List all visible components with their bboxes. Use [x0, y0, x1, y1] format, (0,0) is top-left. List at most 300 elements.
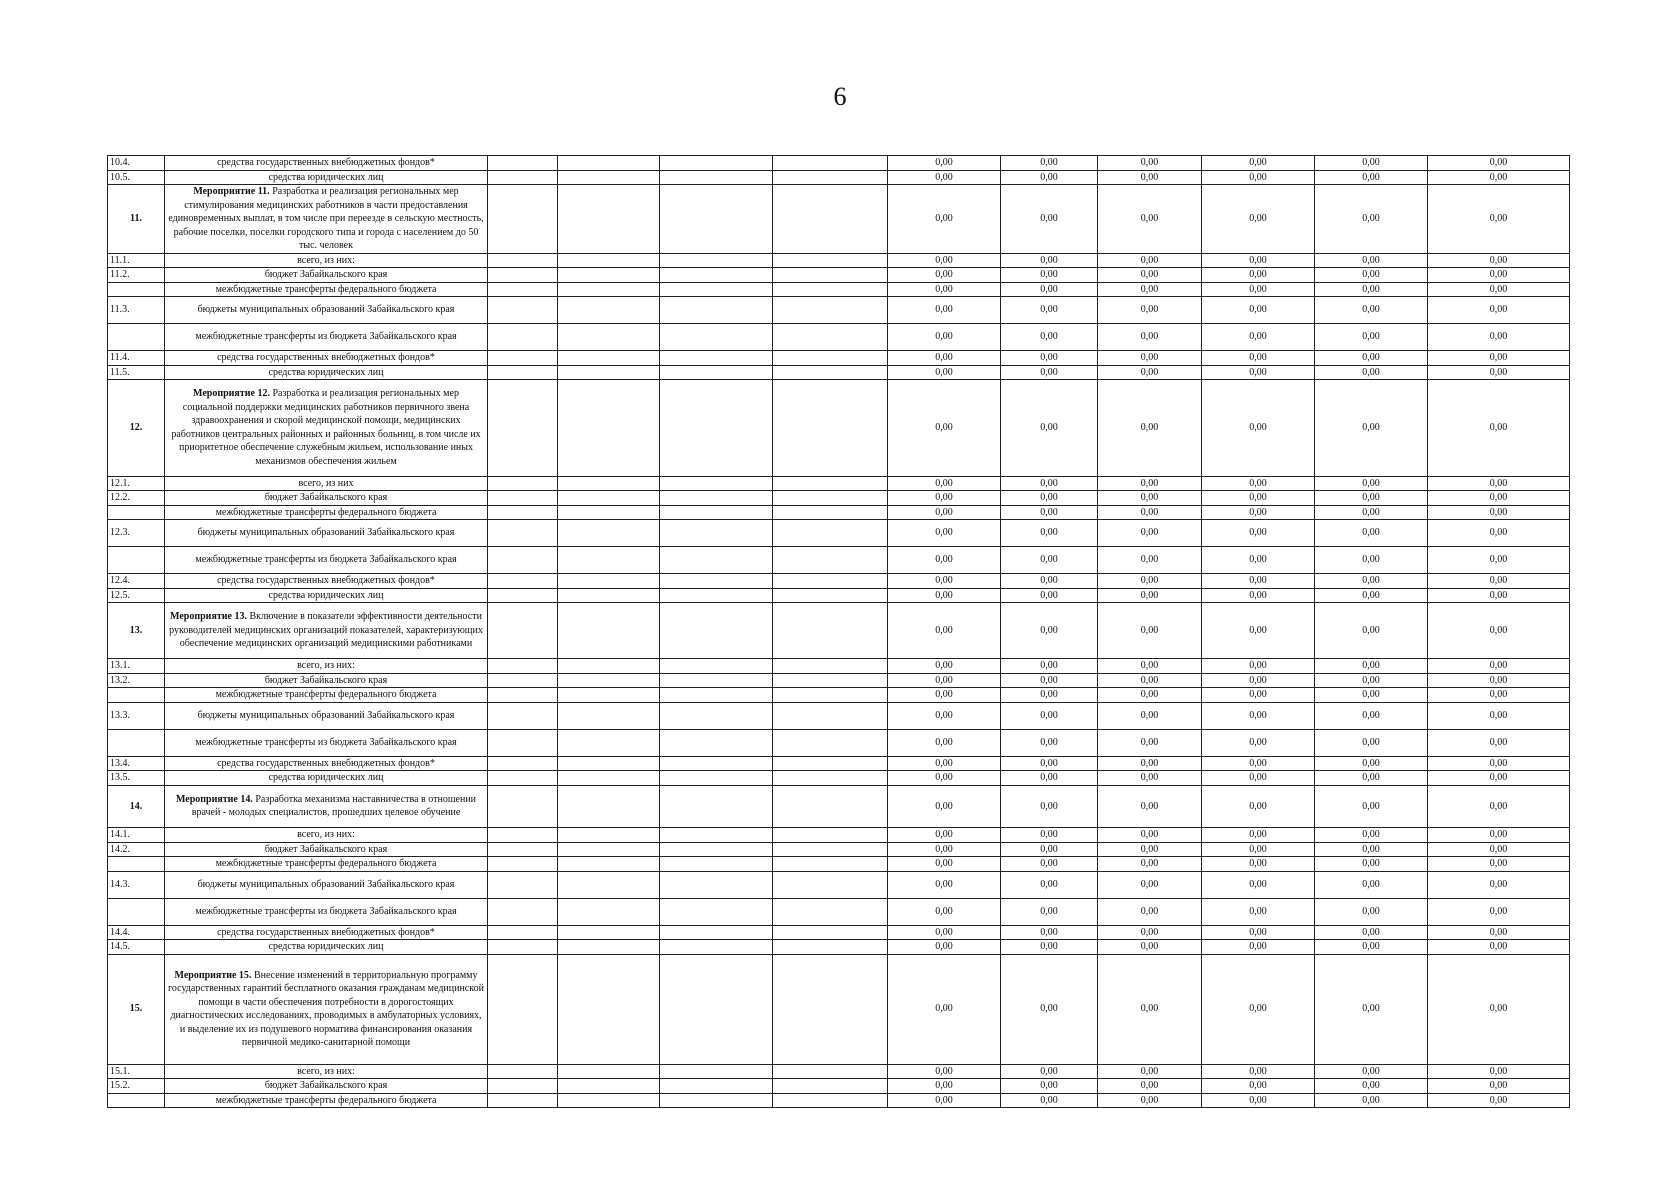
row-name: средства юридических лиц [165, 940, 488, 955]
value-cell: 0,00 [888, 365, 1001, 380]
empty-cell [558, 324, 660, 351]
value-cell: 0,00 [1001, 673, 1098, 688]
empty-cell [488, 702, 558, 729]
empty-cell [773, 1093, 888, 1108]
empty-cell [488, 1064, 558, 1079]
value-cell: 0,00 [1428, 351, 1570, 366]
value-cell: 0,00 [1428, 925, 1570, 940]
value-cell: 0,00 [1202, 297, 1315, 324]
value-cell: 0,00 [1098, 170, 1202, 185]
table-row [108, 842, 1570, 857]
empty-cell [660, 673, 773, 688]
value-cell: 0,00 [1202, 520, 1315, 547]
value-cell: 0,00 [1428, 954, 1570, 1064]
value-cell: 0,00 [1001, 324, 1098, 351]
value-cell: 0,00 [888, 702, 1001, 729]
empty-cell [660, 771, 773, 786]
table-row [108, 828, 1570, 843]
row-number: 10.4. [108, 156, 165, 171]
empty-cell [773, 268, 888, 283]
value-cell: 0,00 [1001, 925, 1098, 940]
value-cell: 0,00 [1428, 588, 1570, 603]
empty-cell [773, 547, 888, 574]
value-cell: 0,00 [888, 185, 1001, 254]
value-cell: 0,00 [1428, 574, 1570, 589]
value-cell: 0,00 [888, 253, 1001, 268]
value-cell: 0,00 [1202, 505, 1315, 520]
empty-cell [773, 659, 888, 674]
table-row [108, 351, 1570, 366]
value-cell: 0,00 [888, 156, 1001, 171]
empty-cell [660, 491, 773, 506]
value-cell: 0,00 [1428, 729, 1570, 756]
value-cell: 0,00 [1098, 898, 1202, 925]
empty-cell [558, 828, 660, 843]
empty-cell [773, 756, 888, 771]
empty-cell [660, 925, 773, 940]
table-row [108, 588, 1570, 603]
value-cell: 0,00 [1315, 253, 1428, 268]
empty-cell [773, 156, 888, 171]
value-cell: 0,00 [888, 659, 1001, 674]
empty-cell [773, 520, 888, 547]
empty-cell [558, 170, 660, 185]
value-cell: 0,00 [1315, 673, 1428, 688]
empty-cell [773, 729, 888, 756]
value-cell: 0,00 [888, 688, 1001, 703]
table-row [108, 871, 1570, 898]
row-name: средства юридических лиц [165, 170, 488, 185]
value-cell: 0,00 [1315, 842, 1428, 857]
value-cell: 0,00 [1428, 1093, 1570, 1108]
value-cell: 0,00 [888, 1093, 1001, 1108]
value-cell: 0,00 [888, 673, 1001, 688]
empty-cell [773, 785, 888, 828]
row-name: бюджет Забайкальского края [165, 491, 488, 506]
value-cell: 0,00 [1001, 505, 1098, 520]
value-cell: 0,00 [888, 476, 1001, 491]
empty-cell [558, 673, 660, 688]
table-row [108, 756, 1570, 771]
event-label: Мероприятие 12. [193, 388, 270, 400]
event-title [165, 954, 488, 1064]
value-cell: 0,00 [1202, 253, 1315, 268]
row-name: межбюджетные трансферты федерального бюджета [165, 857, 488, 872]
table-row [108, 1064, 1570, 1079]
empty-cell [660, 688, 773, 703]
value-cell: 0,00 [1202, 574, 1315, 589]
empty-cell [773, 688, 888, 703]
row-name: бюджет Забайкальского края [165, 268, 488, 283]
table-row [108, 857, 1570, 872]
value-cell: 0,00 [1315, 756, 1428, 771]
value-cell: 0,00 [888, 828, 1001, 843]
table-row [108, 268, 1570, 283]
table-row [108, 297, 1570, 324]
empty-cell [488, 351, 558, 366]
value-cell: 0,00 [888, 520, 1001, 547]
value-cell: 0,00 [1202, 1079, 1315, 1094]
empty-cell [558, 351, 660, 366]
value-cell: 0,00 [1315, 702, 1428, 729]
row-number: 15.2. [108, 1079, 165, 1094]
value-cell: 0,00 [1202, 603, 1315, 659]
value-cell: 0,00 [1202, 324, 1315, 351]
empty-cell [558, 1079, 660, 1094]
value-cell: 0,00 [1315, 351, 1428, 366]
value-cell: 0,00 [1098, 491, 1202, 506]
value-cell: 0,00 [1098, 1093, 1202, 1108]
table-row [108, 673, 1570, 688]
value-cell: 0,00 [1098, 365, 1202, 380]
value-cell: 0,00 [888, 282, 1001, 297]
value-cell: 0,00 [1202, 857, 1315, 872]
value-cell: 0,00 [1428, 380, 1570, 477]
empty-cell [773, 842, 888, 857]
value-cell: 0,00 [1098, 785, 1202, 828]
value-cell: 0,00 [1315, 1079, 1428, 1094]
empty-cell [773, 702, 888, 729]
value-cell: 0,00 [1428, 828, 1570, 843]
empty-cell [488, 324, 558, 351]
empty-cell [558, 785, 660, 828]
empty-cell [558, 588, 660, 603]
table-row [108, 547, 1570, 574]
event-text: Разработка механизма наставничества в отношении врачей - молодых специалистов, прошедших целевое обучение [191, 793, 477, 819]
value-cell: 0,00 [1315, 505, 1428, 520]
empty-cell [773, 324, 888, 351]
value-cell: 0,00 [1315, 771, 1428, 786]
value-cell: 0,00 [1001, 520, 1098, 547]
value-cell: 0,00 [1428, 702, 1570, 729]
empty-cell [660, 170, 773, 185]
empty-cell [773, 505, 888, 520]
empty-cell [488, 842, 558, 857]
empty-cell [558, 898, 660, 925]
value-cell: 0,00 [1202, 185, 1315, 254]
value-cell: 0,00 [1001, 351, 1098, 366]
event-text: Внесение изменений в территориальную программу государственных гарантий бесплатного оказания гражданам медицинской помощи в части обеспечения потребности в дорогостоящих диагностических исследованиях, проводимых в амбулаторных условиях, и выделение их из подушевого норматива финансирования оказания первичной медико-санитарной помощи [168, 969, 484, 1048]
row-number: 14.1. [108, 828, 165, 843]
row-number [108, 688, 165, 703]
empty-cell [488, 185, 558, 254]
event-number: 13. [108, 603, 165, 659]
row-number: 12.5. [108, 588, 165, 603]
value-cell: 0,00 [1315, 324, 1428, 351]
row-number: 11.2. [108, 268, 165, 283]
value-cell: 0,00 [1315, 898, 1428, 925]
empty-cell [660, 520, 773, 547]
empty-cell [660, 756, 773, 771]
empty-cell [660, 659, 773, 674]
value-cell: 0,00 [1001, 702, 1098, 729]
value-cell: 0,00 [888, 898, 1001, 925]
value-cell: 0,00 [1315, 940, 1428, 955]
value-cell: 0,00 [1202, 954, 1315, 1064]
empty-cell [488, 603, 558, 659]
value-cell: 0,00 [1098, 282, 1202, 297]
row-number: 12.4. [108, 574, 165, 589]
value-cell: 0,00 [888, 842, 1001, 857]
empty-cell [558, 476, 660, 491]
empty-cell [660, 253, 773, 268]
empty-cell [558, 574, 660, 589]
table-row [108, 324, 1570, 351]
row-name: бюджеты муниципальных образований Забайкальского края [165, 702, 488, 729]
empty-cell [773, 771, 888, 786]
value-cell: 0,00 [1428, 756, 1570, 771]
empty-cell [488, 156, 558, 171]
table-row [108, 574, 1570, 589]
value-cell: 0,00 [1001, 603, 1098, 659]
value-cell: 0,00 [1098, 688, 1202, 703]
table-row [108, 476, 1570, 491]
empty-cell [660, 785, 773, 828]
empty-cell [660, 1064, 773, 1079]
row-number: 11.3. [108, 297, 165, 324]
value-cell: 0,00 [888, 324, 1001, 351]
empty-cell [558, 380, 660, 477]
event-number: 11. [108, 185, 165, 254]
value-cell: 0,00 [1001, 185, 1098, 254]
table-row [108, 898, 1570, 925]
value-cell: 0,00 [1001, 380, 1098, 477]
event-row [108, 785, 1570, 828]
value-cell: 0,00 [1098, 603, 1202, 659]
empty-cell [558, 297, 660, 324]
empty-cell [660, 1093, 773, 1108]
value-cell: 0,00 [1315, 588, 1428, 603]
row-number: 15.1. [108, 1064, 165, 1079]
empty-cell [660, 297, 773, 324]
value-cell: 0,00 [1428, 603, 1570, 659]
value-cell: 0,00 [888, 785, 1001, 828]
value-cell: 0,00 [1098, 547, 1202, 574]
value-cell: 0,00 [1428, 659, 1570, 674]
event-title [165, 185, 488, 254]
value-cell: 0,00 [1428, 476, 1570, 491]
empty-cell [558, 659, 660, 674]
value-cell: 0,00 [1098, 842, 1202, 857]
table-row [108, 505, 1570, 520]
empty-cell [660, 547, 773, 574]
empty-cell [558, 925, 660, 940]
value-cell: 0,00 [1315, 871, 1428, 898]
value-cell: 0,00 [1001, 729, 1098, 756]
row-name: средства юридических лиц [165, 771, 488, 786]
empty-cell [488, 785, 558, 828]
empty-cell [558, 520, 660, 547]
empty-cell [660, 940, 773, 955]
value-cell: 0,00 [1098, 954, 1202, 1064]
row-name: средства юридических лиц [165, 365, 488, 380]
row-number [108, 729, 165, 756]
value-cell: 0,00 [1315, 1064, 1428, 1079]
row-number: 14.4. [108, 925, 165, 940]
value-cell: 0,00 [1202, 673, 1315, 688]
event-number: 12. [108, 380, 165, 477]
value-cell: 0,00 [1098, 1079, 1202, 1094]
empty-cell [558, 547, 660, 574]
empty-cell [773, 253, 888, 268]
value-cell: 0,00 [1098, 253, 1202, 268]
empty-cell [773, 857, 888, 872]
value-cell: 0,00 [1428, 898, 1570, 925]
value-cell: 0,00 [1098, 771, 1202, 786]
value-cell: 0,00 [888, 603, 1001, 659]
value-cell: 0,00 [1202, 351, 1315, 366]
empty-cell [558, 940, 660, 955]
row-number: 12.2. [108, 491, 165, 506]
empty-cell [773, 185, 888, 254]
empty-cell [558, 729, 660, 756]
value-cell: 0,00 [1315, 520, 1428, 547]
empty-cell [773, 954, 888, 1064]
empty-cell [660, 476, 773, 491]
row-name: межбюджетные трансферты из бюджета Забайкальского края [165, 547, 488, 574]
row-number [108, 857, 165, 872]
empty-cell [660, 842, 773, 857]
empty-cell [558, 954, 660, 1064]
empty-cell [773, 940, 888, 955]
empty-cell [558, 365, 660, 380]
empty-cell [488, 491, 558, 506]
row-number: 13.4. [108, 756, 165, 771]
value-cell: 0,00 [1098, 659, 1202, 674]
value-cell: 0,00 [1098, 702, 1202, 729]
empty-cell [488, 547, 558, 574]
value-cell: 0,00 [888, 756, 1001, 771]
value-cell: 0,00 [1202, 828, 1315, 843]
row-number [108, 324, 165, 351]
value-cell: 0,00 [1098, 871, 1202, 898]
row-name: бюджеты муниципальных образований Забайкальского края [165, 520, 488, 547]
value-cell: 0,00 [888, 925, 1001, 940]
value-cell: 0,00 [1315, 857, 1428, 872]
value-cell: 0,00 [1098, 520, 1202, 547]
value-cell: 0,00 [1428, 282, 1570, 297]
value-cell: 0,00 [888, 729, 1001, 756]
event-label: Мероприятие 14. [175, 793, 253, 805]
event-label: Мероприятие 11. [193, 186, 270, 197]
empty-cell [660, 282, 773, 297]
value-cell: 0,00 [1428, 253, 1570, 268]
table-row [108, 702, 1570, 729]
value-cell: 0,00 [1001, 1079, 1098, 1094]
row-name: средства государственных внебюджетных фондов* [165, 756, 488, 771]
empty-cell [558, 756, 660, 771]
value-cell: 0,00 [1428, 170, 1570, 185]
value-cell: 0,00 [1098, 1064, 1202, 1079]
value-cell: 0,00 [1001, 898, 1098, 925]
row-name: всего, из них: [165, 253, 488, 268]
empty-cell [488, 520, 558, 547]
empty-cell [488, 771, 558, 786]
event-number: 15. [108, 954, 165, 1064]
value-cell: 0,00 [1315, 729, 1428, 756]
value-cell: 0,00 [1315, 659, 1428, 674]
value-cell: 0,00 [1098, 156, 1202, 171]
value-cell: 0,00 [1202, 702, 1315, 729]
value-cell: 0,00 [1428, 871, 1570, 898]
value-cell: 0,00 [888, 940, 1001, 955]
value-cell: 0,00 [1202, 547, 1315, 574]
value-cell: 0,00 [1428, 688, 1570, 703]
value-cell: 0,00 [888, 1064, 1001, 1079]
empty-cell [773, 828, 888, 843]
empty-cell [773, 170, 888, 185]
row-number: 13.3. [108, 702, 165, 729]
value-cell: 0,00 [888, 170, 1001, 185]
row-name: бюджет Забайкальского края [165, 673, 488, 688]
empty-cell [660, 268, 773, 283]
row-name: всего, из них: [165, 828, 488, 843]
value-cell: 0,00 [1202, 380, 1315, 477]
table-row [108, 156, 1570, 171]
value-cell: 0,00 [888, 857, 1001, 872]
value-cell: 0,00 [1098, 940, 1202, 955]
value-cell: 0,00 [1001, 491, 1098, 506]
value-cell: 0,00 [1202, 925, 1315, 940]
row-name: всего, из них: [165, 1064, 488, 1079]
value-cell: 0,00 [1202, 156, 1315, 171]
empty-cell [773, 351, 888, 366]
row-number: 10.5. [108, 170, 165, 185]
table-row [108, 688, 1570, 703]
row-name: межбюджетные трансферты федерального бюджета [165, 1093, 488, 1108]
empty-cell [488, 505, 558, 520]
empty-cell [660, 828, 773, 843]
empty-cell [558, 505, 660, 520]
value-cell: 0,00 [1098, 297, 1202, 324]
row-name: межбюджетные трансферты из бюджета Забайкальского края [165, 898, 488, 925]
value-cell: 0,00 [1202, 268, 1315, 283]
empty-cell [488, 380, 558, 477]
value-cell: 0,00 [1001, 871, 1098, 898]
value-cell: 0,00 [1428, 842, 1570, 857]
value-cell: 0,00 [1001, 297, 1098, 324]
value-cell: 0,00 [1098, 574, 1202, 589]
empty-cell [660, 871, 773, 898]
value-cell: 0,00 [1202, 282, 1315, 297]
empty-cell [660, 898, 773, 925]
value-cell: 0,00 [1202, 898, 1315, 925]
value-cell: 0,00 [1098, 351, 1202, 366]
value-cell: 0,00 [1001, 170, 1098, 185]
value-cell: 0,00 [1315, 170, 1428, 185]
value-cell: 0,00 [1315, 574, 1428, 589]
value-cell: 0,00 [1098, 925, 1202, 940]
value-cell: 0,00 [1428, 673, 1570, 688]
value-cell: 0,00 [888, 954, 1001, 1064]
empty-cell [488, 673, 558, 688]
empty-cell [488, 871, 558, 898]
row-name: бюджет Забайкальского края [165, 1079, 488, 1094]
value-cell: 0,00 [1001, 574, 1098, 589]
empty-cell [488, 365, 558, 380]
value-cell: 0,00 [1098, 828, 1202, 843]
empty-cell [488, 170, 558, 185]
value-cell: 0,00 [1315, 380, 1428, 477]
empty-cell [488, 282, 558, 297]
empty-cell [660, 351, 773, 366]
value-cell: 0,00 [1001, 688, 1098, 703]
value-cell: 0,00 [1001, 659, 1098, 674]
empty-cell [488, 688, 558, 703]
value-cell: 0,00 [1428, 156, 1570, 171]
row-name: бюджеты муниципальных образований Забайкальского края [165, 871, 488, 898]
table-row [108, 1093, 1570, 1108]
